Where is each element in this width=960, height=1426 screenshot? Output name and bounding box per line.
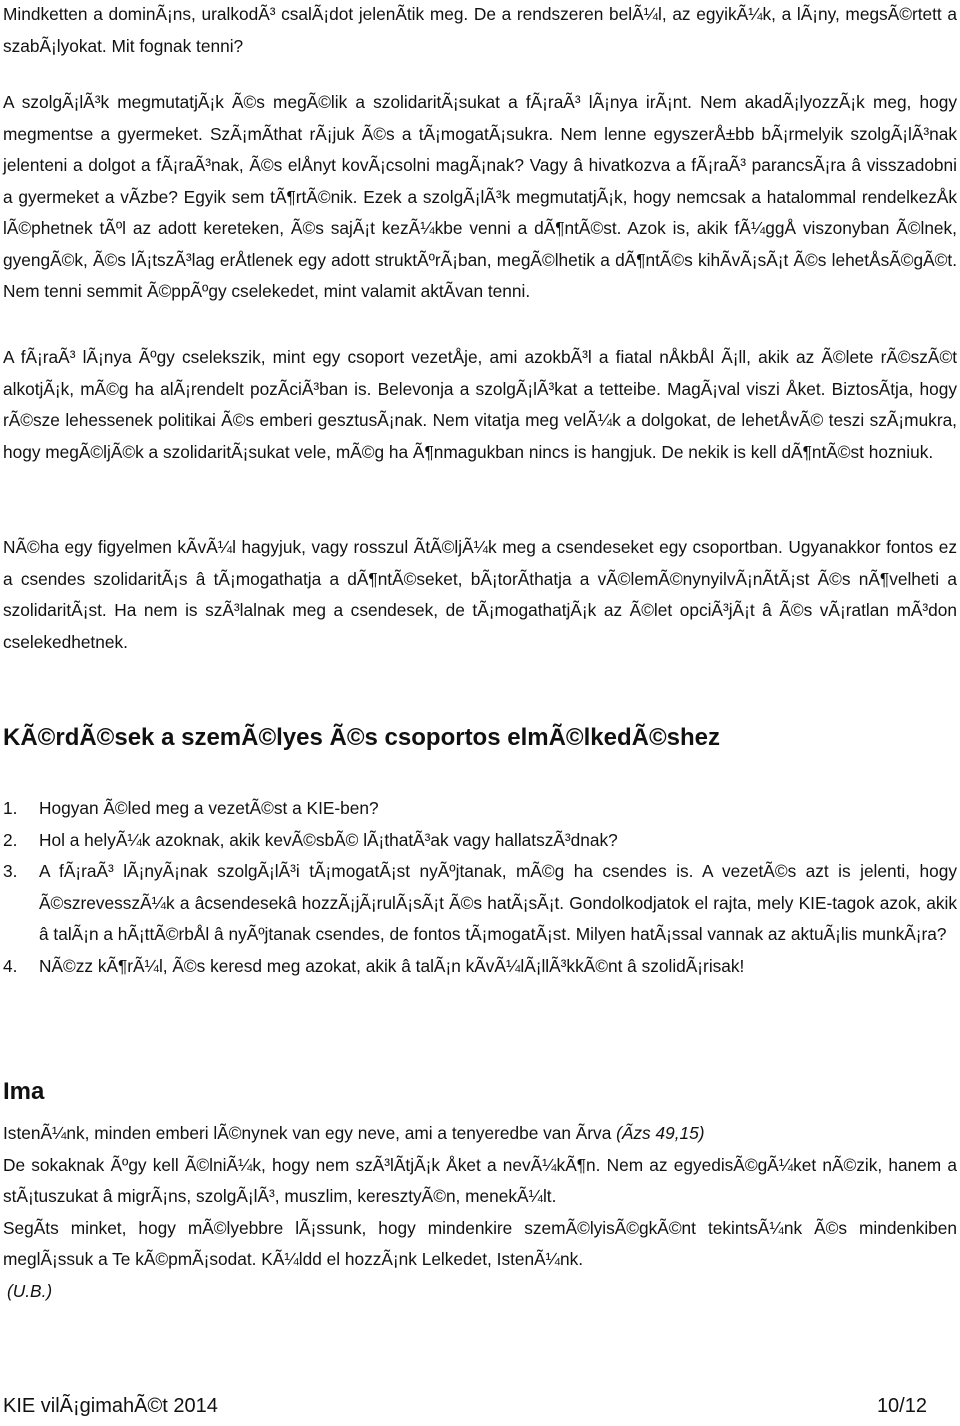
prayer-heading: Ima <box>3 1078 45 1105</box>
question-text: A fÃ¡raÃ³ lÃ¡nyÃ¡nak szolgÃ¡lÃ³i tÃ¡mogatÃ¡st nyÃºjtanak, mÃ©g ha csendes is. A vezetÃ©s azt is jelenti, hogy Ã©szrevesszÃ¼k a âcsendesekâ hozzÃ¡jÃ¡rulÃ¡sÃ¡t Ã©s hatÃ¡sÃ¡t. Gondolkodjatok el rajta, mely KIE-tagok azok, akik â talÃ¡n a hÃ¡ttÃ©rbÅl â nyÃºjtanak csendes, de fontos tÃ¡mogatÃ¡st. Milyen hatÃ¡ssal vannak az aktuÃ¡lis munkÃ¡ra? <box>39 861 957 944</box>
question-item-4 <box>3 951 957 983</box>
prayer-line-1 <box>3 1118 957 1150</box>
question-text: Hogyan Ã©led meg a vezetÃ©st a KIE-ben? <box>39 798 379 818</box>
question-item-1 <box>3 793 957 825</box>
question-text: NÃ©zz kÃ¶rÃ¼l, Ã©s keresd meg azokat, akik â talÃ¡n kÃvÃ¼lÃ¡llÃ³kkÃ©nt â szolidÃ¡risak! <box>39 955 745 976</box>
question-number: 3. <box>3 861 18 881</box>
prayer-signature <box>3 1276 957 1308</box>
questions-heading: KÃ©rdÃ©sek a szemÃ©lyes Ã©s csoportos elmÃ©lkedÃ©shez <box>3 724 720 751</box>
paragraph-pharaoh-daughter: A fÃ¡raÃ³ lÃ¡nya Ãºgy cselekszik, mint egy csoport vezetÅje, ami azokbÃ³l a fiatal nÅkbÅl Ã¡ll, akik az Ã©lete rÃ©szÃ©t alkotjÃ¡k, mÃ©g ha alÃ¡rendelt pozÃciÃ³ban is. Belevonja a szolgÃ¡lÃ³kat a tetteibe. MagÃ¡val viszi Åket. BiztosÃtja, hogy rÃ©sze lehessenek politikai Ã©s emberi gesztusÃ¡nak. Nem vitatja meg velÃ¼k a dolgokat, de lehetÅvÃ© teszi szÃ¡mukra, hogy megÃ©ljÃ©k a szolidaritÃ¡sukat vele, mÃ©g ha Ã¶nmagukban nincs is hangjuk. De nekik is kell dÃ¶ntÃ©st hozniuk. <box>3 347 957 462</box>
signature-initials: (U.B.) <box>7 1280 53 1301</box>
paragraph-quiet-solidarity: NÃ©ha egy figyelmen kÃvÃ¼l hagyjuk, vagy rosszul ÃtÃ©ljÃ¼k meg a csendeseket egy csoportban. Ugyanakkor fontos ez a csendes szolidaritÃ¡s â tÃ¡mogathatja a dÃ¶ntÃ©seket, bÃ¡torÃthatja a vÃ©lemÃ©nynyilvÃ¡nÃtÃ¡st Ã©s nÃ¶velheti a szolidaritÃ¡st. Ha nem is szÃ³lalnak meg a csendesek, de tÃ¡mogathatjÃ¡k az Ã©let opciÃ³jÃ¡t â Ã©s vÃ¡ratlan mÃ³don cselekedhetnek. <box>3 537 957 652</box>
page-number: 10/12 <box>876 1395 927 1417</box>
question-item-2 <box>3 825 957 857</box>
question-item-3 <box>3 856 957 951</box>
prayer-line-3: SegÃts minket, hogy mÃ©lyebbre lÃ¡ssunk, hogy mindenkire szemÃ©lyisÃ©gkÃ©nt tekintsÃ¼nk Ã©s mindenkiben meglÃ¡ssuk a Te kÃ©pmÃ¡sodat. KÃ¼ldd el hozzÃ¡nk Lelkedet, IstenÃ¼nk. <box>3 1217 957 1269</box>
question-text: Hol a helyÃ¼k azoknak, akik kevÃ©sbÃ© lÃ¡thatÃ³ak vagy hallatszÃ³dnak? <box>39 829 618 850</box>
paragraph-servants: A szolgÃ¡lÃ³k megmutatjÃ¡k Ã©s megÃ©lik a szolidaritÃ¡sukat a fÃ¡raÃ³ lÃ¡nya irÃ¡nt. Nem akadÃ¡lyozzÃ¡k meg, hogy megmentse a gyermeket. SzÃ¡mÃthat rÃ¡juk Ã©s a tÃ¡mogatÃ¡sukra. Nem lenne egyszerÅ±bb bÃ¡rmelyik szolgÃ¡lÃ³nak jelenteni a dolgot a fÃ¡raÃ³nak, Ã©s elÅnyt kovÃ¡csolni magÃ¡nak? Vagy â hivatkozva a fÃ¡raÃ³ parancsÃ¡ra â visszadobni a gyermeket a vÃzbe? Egyik sem tÃ¶rtÃ©nik. Ezek a szolgÃ¡lÃ³k megmutatjÃ¡k, hogy nemcsak a hatalommal rendelkezÅk lÃ©phetnek tÃºl az adott kereteken, Ã©s sajÃ¡t kezÃ¼kbe venni a dÃ¶ntÃ©st. Azok is, akik fÃ¼ggÅ viszonyban Ã©lnek, gyengÃ©k, Ã©s lÃ¡tszÃ³lag erÅtlenek egy adott struktÃºrÃ¡ban, megÃ©lhetik a dÃ¶ntÃ©s kihÃvÃ¡sÃ¡t Ã©s lehetÅsÃ©gÃ©t. Nem tenni semmit Ã©ppÃºgy cselekedet, mint valamit aktÃvan tenni. <box>3 92 957 301</box>
question-number: 4. <box>3 955 18 976</box>
question-number: 1. <box>3 798 18 818</box>
paragraph-intro: Mindketten a dominÃ¡ns, uralkodÃ³ csalÃ¡dot jelenÃtik meg. De a rendszeren belÃ¼l, az egyikÃ¼k, a lÃ¡ny, megsÃ©rtett a szabÃ¡lyokat. Mit fognak tenni? <box>3 4 957 56</box>
prayer-line-2: De sokaknak Ãºgy kell Ã©lniÃ¼k, hogy nem szÃ³lÃtjÃ¡k Åket a nevÃ¼kÃ¶n. Nem az egyedisÃ©gÃ¼ket nÃ©zik, hanem a stÃ¡tuszukat â migrÃ¡ns, szolgÃ¡lÃ³, muszlim, keresztyÃ©n, menekÃ¼lt. <box>3 1154 957 1206</box>
footer-title: KIE vilÃ¡gimahÃ©t 2014 <box>3 1395 218 1417</box>
prayer-line-1-text: IstenÃ¼nk, minden emberi lÃ©nynek van egy neve, ami a tenyeredbe van Ãrva <box>3 1123 617 1143</box>
question-number: 2. <box>3 829 18 850</box>
prayer-text <box>3 1118 957 1307</box>
questions-list <box>3 793 957 982</box>
scripture-reference: (Ãzs 49,15) <box>616 1123 705 1143</box>
